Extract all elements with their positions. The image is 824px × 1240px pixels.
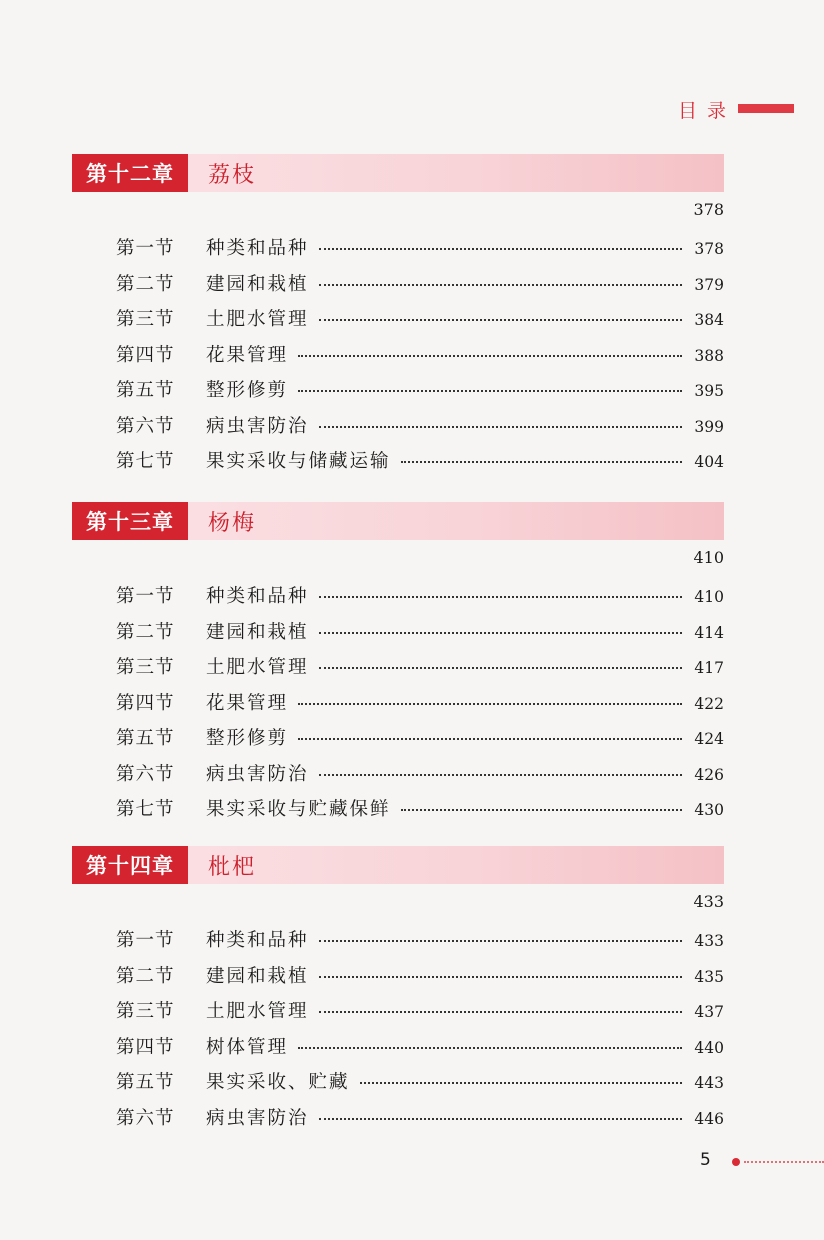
section-label: 第五节 [116, 728, 175, 749]
toc-entry[interactable] [116, 582, 724, 618]
section-page-number: 435 [694, 967, 724, 986]
leader-dots [298, 1047, 682, 1049]
leader-dots [319, 667, 682, 669]
chapter-bar [72, 502, 724, 540]
toc-entry[interactable] [116, 341, 724, 377]
section-label: 第二节 [116, 965, 175, 987]
section-label: 第五节 [116, 1072, 175, 1093]
leader-dots [319, 976, 682, 978]
leader-dots [298, 703, 682, 705]
leader-dots [319, 632, 682, 634]
section-label: 第三节 [116, 657, 175, 678]
section-title: 土肥水管理 [206, 309, 309, 330]
section-title: 土肥水管理 [206, 657, 309, 678]
footer-dotted-line [744, 1161, 824, 1163]
section-label: 第七节 [116, 799, 175, 820]
leader-dots [298, 738, 682, 740]
section-title: 病虫害防治 [206, 415, 309, 437]
section-page-number: 388 [694, 346, 724, 365]
chapter-bar [72, 846, 724, 884]
footer-dot-icon [732, 1158, 740, 1166]
section-title: 种类和品种 [206, 930, 309, 951]
toc-entry[interactable] [116, 412, 724, 448]
section-label: 第四节 [116, 344, 175, 366]
leader-dots [298, 355, 682, 357]
chapter-title[interactable]: 荔枝 [208, 162, 257, 188]
chapter-12 [72, 154, 724, 483]
section-label: 第一节 [116, 238, 175, 259]
toc-entry[interactable] [116, 1033, 724, 1069]
toc-header [676, 96, 824, 126]
chapter-page-number: 433 [693, 892, 724, 911]
leader-dots [319, 248, 682, 250]
section-page-number: 440 [694, 1038, 724, 1057]
section-label: 第四节 [116, 692, 175, 714]
section-page-number: 430 [694, 801, 724, 819]
section-page-number: 417 [694, 659, 724, 677]
section-page-number: 378 [694, 240, 724, 258]
section-label: 第二节 [116, 621, 175, 643]
toc-entry[interactable] [116, 1068, 724, 1104]
leader-dots [360, 1082, 682, 1084]
section-page-number: 404 [694, 453, 724, 471]
section-page-number: 414 [694, 623, 724, 642]
chapter-13 [72, 502, 724, 831]
toc-entry[interactable] [116, 724, 724, 760]
section-title: 果实采收与贮藏保鲜 [206, 799, 391, 820]
toc-entry[interactable] [116, 270, 724, 306]
toc-entry[interactable] [116, 1104, 724, 1140]
section-page-number: 424 [694, 730, 724, 748]
section-title: 整形修剪 [206, 728, 289, 749]
leader-dots [319, 319, 682, 321]
section-title: 种类和品种 [206, 586, 309, 607]
chapter-title[interactable]: 杨梅 [208, 510, 257, 536]
section-page-number: 433 [694, 932, 724, 950]
section-title: 果实采收、贮藏 [206, 1072, 350, 1093]
section-label: 第四节 [116, 1036, 175, 1058]
section-title: 病虫害防治 [206, 1107, 309, 1129]
toc-entry[interactable] [116, 795, 724, 831]
chapter-bar [72, 154, 724, 192]
toc-entry[interactable] [116, 376, 724, 412]
leader-dots [319, 774, 682, 776]
header-accent-bar [738, 104, 794, 113]
page-footer [700, 1150, 824, 1172]
chapter-title[interactable]: 枇杷 [208, 854, 257, 880]
section-title: 花果管理 [206, 692, 289, 714]
leader-dots [319, 940, 682, 942]
toc-entry[interactable] [116, 653, 724, 689]
section-page-number: 399 [694, 417, 724, 436]
toc-entry[interactable] [116, 234, 724, 270]
section-label: 第六节 [116, 415, 175, 437]
section-label: 第三节 [116, 309, 175, 330]
section-label: 第三节 [116, 1001, 175, 1022]
toc-entry[interactable] [116, 689, 724, 725]
section-title: 整形修剪 [206, 380, 289, 401]
section-page-number: 443 [694, 1074, 724, 1092]
chapter-label: 第十四章 [72, 846, 188, 884]
leader-dots [319, 426, 682, 428]
section-label: 第二节 [116, 273, 175, 295]
toc-entry[interactable] [116, 997, 724, 1033]
section-label: 第五节 [116, 380, 175, 401]
toc-entry[interactable] [116, 962, 724, 998]
leader-dots [401, 461, 682, 463]
section-title: 建园和栽植 [206, 273, 309, 295]
leader-dots [319, 1118, 682, 1120]
toc-heading: 目录 [678, 100, 737, 122]
section-page-number: 410 [694, 588, 724, 606]
section-label: 第六节 [116, 1107, 175, 1129]
section-page-number: 422 [694, 694, 724, 713]
section-title: 树体管理 [206, 1036, 289, 1058]
leader-dots [298, 390, 682, 392]
section-title: 病虫害防治 [206, 763, 309, 785]
section-page-number: 384 [694, 311, 724, 329]
chapter-page-number: 378 [693, 200, 724, 219]
section-page-number: 379 [694, 275, 724, 294]
chapter-label: 第十二章 [72, 154, 188, 192]
section-page-number: 395 [694, 382, 724, 400]
chapter-label: 第十三章 [72, 502, 188, 540]
section-page-number: 446 [694, 1109, 724, 1128]
section-title: 花果管理 [206, 344, 289, 366]
toc-entry[interactable] [116, 447, 724, 483]
page-number: 5 [700, 1150, 711, 1170]
section-title: 建园和栽植 [206, 621, 309, 643]
section-label: 第七节 [116, 451, 175, 472]
leader-dots [401, 809, 682, 811]
toc-entry[interactable] [116, 926, 724, 962]
section-title: 建园和栽植 [206, 965, 309, 987]
section-page-number: 437 [694, 1003, 724, 1021]
leader-dots [319, 596, 682, 598]
toc-entry[interactable] [116, 760, 724, 796]
section-page-number: 426 [694, 765, 724, 784]
leader-dots [319, 1011, 682, 1013]
section-title: 种类和品种 [206, 238, 309, 259]
section-title: 土肥水管理 [206, 1001, 309, 1022]
section-label: 第一节 [116, 930, 175, 951]
section-label: 第六节 [116, 763, 175, 785]
leader-dots [319, 284, 682, 286]
chapter-page-number: 410 [693, 548, 724, 567]
toc-entry[interactable] [116, 618, 724, 654]
chapter-14 [72, 846, 724, 1139]
section-title: 果实采收与储藏运输 [206, 451, 391, 472]
toc-entry[interactable] [116, 305, 724, 341]
section-label: 第一节 [116, 586, 175, 607]
